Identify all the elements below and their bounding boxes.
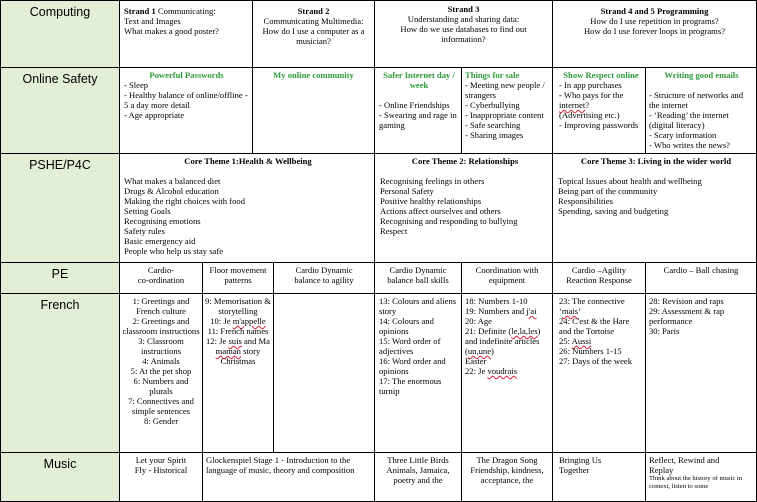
computing-strand-2 xyxy=(253,1,374,67)
computing-strand-3 xyxy=(375,1,552,67)
grid-line xyxy=(0,153,757,154)
topic-title: Writing good emails xyxy=(664,70,739,80)
grid-line xyxy=(0,0,757,1)
music-cell-6 xyxy=(553,453,645,501)
grid-line xyxy=(0,293,757,294)
pe-cell-3 xyxy=(274,263,374,293)
pe-activity: Cardio Dynamic balance ball skills xyxy=(387,265,449,285)
row-header-computing xyxy=(1,1,119,67)
row-header-pe xyxy=(1,263,119,293)
pe-activity: Coordination with equipment xyxy=(475,265,539,285)
french-lessons: 28: Revision and raps 29: Assessment & rap performance 30: Paris xyxy=(649,296,725,336)
topic-title: Things for sale xyxy=(465,70,520,80)
row-header-pshe xyxy=(1,154,119,262)
grid-line xyxy=(252,0,253,154)
theme-body: Recognising feelings in others Personal Safety Positive healthy relationships Actions affect ourselves and others Recognising and responding to bullying Respect xyxy=(380,176,518,236)
grid-line xyxy=(0,452,757,453)
pe-activity: Cardio – Ball chasing xyxy=(663,265,739,275)
french-cell-7 xyxy=(646,294,756,452)
pe-cell-7 xyxy=(646,263,756,293)
music-unit: Three Little Birds Animals, Jamaica, poetry and the xyxy=(386,455,450,485)
row-label: PSHE/P4C xyxy=(29,158,91,172)
grid-line xyxy=(645,67,646,154)
row-header-online-safety xyxy=(1,68,119,153)
online-safety-safer-internet-day xyxy=(375,68,461,153)
music-cell-2 xyxy=(203,453,374,501)
spelling-mark: voudrais xyxy=(487,366,518,376)
strand-title: Strand 1 xyxy=(124,6,156,16)
grid-line xyxy=(119,0,120,502)
spelling-mark: Aussi xyxy=(571,336,592,346)
pe-cell-6 xyxy=(553,263,645,293)
strand-title: Strand 2 xyxy=(297,6,330,16)
music-cell-5 xyxy=(462,453,552,501)
french-lessons: 9: Memorisation & storytelling 10: Je m'appelle 11: French names 12: Je suis and Ma maman story Christmas xyxy=(205,296,271,366)
row-label: French xyxy=(40,298,80,312)
pe-activity: Floor movement patterns xyxy=(209,265,267,285)
topic-body: - In app purchases - Who pays for the internet? (Advertising etc.) - Improving passwords xyxy=(559,80,639,130)
french-cell-6 xyxy=(553,294,645,452)
online-safety-writing-good-emails xyxy=(646,68,756,153)
strand-body: How do I use repetition in programs? How do I use forever loops in programs? xyxy=(583,16,726,36)
pe-activity: Cardio –Agility Reaction Response xyxy=(566,265,632,285)
french-cell-2 xyxy=(203,294,273,452)
music-cell-1 xyxy=(120,453,202,501)
pshe-core-theme-3 xyxy=(553,154,756,262)
topic-title: My online community xyxy=(273,70,354,80)
spelling-mark: maman xyxy=(215,346,241,356)
pe-activity: Cardio- co-ordination xyxy=(137,265,185,285)
topic-body: - Structure of networks and the internet - ‘Reading’ the internet (digital literacy) - Scary information - Who writes the news? xyxy=(649,90,744,150)
computing-strand-1 xyxy=(120,1,252,67)
theme-title: Core Theme 2: Relationships xyxy=(411,156,519,166)
topic-title: Safer Internet day / week xyxy=(383,70,455,90)
music-unit: Glockenspiel Stage 1 - Introduction to the language of music, theory and composition xyxy=(206,455,355,475)
french-cell-1 xyxy=(120,294,202,452)
strand-body: Understanding and sharing data: How do we use databases to find out information? xyxy=(400,14,527,44)
french-cell-3 xyxy=(274,294,374,452)
music-note: Think about the history of music in context, listen to some xyxy=(649,475,743,490)
online-safety-things-for-sale xyxy=(462,68,552,153)
grid-line xyxy=(0,0,1,502)
spelling-mark: un,une xyxy=(467,346,492,356)
theme-body: What makes a balanced diet Drugs & Alcohol education Making the right choices with food Setting Goals Recognising emotions Safety rules Basic emergency aid People who help us stay safe xyxy=(124,176,246,256)
grid-line xyxy=(461,67,462,154)
pshe-core-theme-2 xyxy=(375,154,552,262)
topic-body: - Sleep - Healthy balance of online/offline - 5 a day more detail - Age appropriate xyxy=(124,80,248,120)
spelling-mark: internet xyxy=(559,100,586,110)
grid-line xyxy=(645,262,646,502)
french-lessons: 1: Greetings and French culture 2: Greetings and classroom instructions 3: Classroom instructions 4: Animals 5: At the pet shop 6: Numbers and plurals 7: Connectives and simple sentences 8: Gender xyxy=(122,296,200,426)
spelling-mark: m'appelle xyxy=(232,316,266,326)
grid-line xyxy=(202,262,203,502)
strand-title: Strand 4 and 5 Programming xyxy=(600,6,709,16)
grid-line xyxy=(461,262,462,502)
theme-body: Topical Issues about health and wellbeing Being part of the community Responsibilities Spending, saving and budgeting xyxy=(558,176,702,216)
spelling-mark: suis xyxy=(228,336,242,346)
french-lessons: 23: The connective ‘mais’ 24: C'est & the Hare and the Tortoise 25: Aussi 26: Numbers 1-15 27: Days of the week xyxy=(559,296,633,366)
french-lessons: 18: Numbers 1-10 19: Numbers and j'ai 20: Age 21: Definite (le,la,les) and indefinite articles (un,une) Easter 22: Je voudrais xyxy=(465,296,541,376)
pe-activity: Cardio Dynamic balance to agility xyxy=(294,265,354,285)
row-label: Music xyxy=(43,457,77,471)
row-label: Online Safety xyxy=(22,72,98,86)
grid-line xyxy=(552,0,553,502)
topic-body: - Meeting new people / strangers - Cyberbullying - Inappropriate content - Safe searching - Sharing images xyxy=(465,80,545,140)
topic-title: Show Respect online xyxy=(563,70,639,80)
grid-line xyxy=(273,262,274,453)
theme-title: Core Theme 3: Living in the wider world xyxy=(580,156,732,166)
pe-cell-1 xyxy=(120,263,202,293)
grid-line xyxy=(0,67,757,68)
music-unit: The Dragon Song Friendship, kindness, acceptance, the xyxy=(470,455,544,485)
music-unit: Let your Spirit Fly - Historical xyxy=(134,455,188,475)
french-cell-5 xyxy=(462,294,552,452)
spelling-mark: j'ai xyxy=(526,306,537,316)
theme-title: Core Theme 1:Health & Wellbeing xyxy=(184,156,312,166)
french-cell-4 xyxy=(375,294,461,452)
spelling-mark: le,la,les xyxy=(511,326,538,336)
strand-title: Strand 3 xyxy=(447,4,480,14)
music-unit: Bringing Us Together xyxy=(559,455,602,475)
topic-body: - Online Friendships - Swearing and rage in gaming xyxy=(379,100,457,130)
grid-line xyxy=(374,0,375,502)
online-safety-show-respect-online xyxy=(553,68,645,153)
row-label: Computing xyxy=(29,5,91,19)
music-cell-7 xyxy=(646,453,756,501)
grid-line xyxy=(0,262,757,263)
music-unit: Reflect, Rewind and Replay xyxy=(649,455,720,475)
pe-cell-4 xyxy=(375,263,461,293)
strand-subtitle: Communicating: xyxy=(155,6,216,16)
spelling-mark: mais xyxy=(561,306,579,316)
strand-body: Communicating Multimedia: How do I use a computer as a musician? xyxy=(262,16,365,46)
online-safety-my-online-community xyxy=(253,68,374,153)
pe-cell-2 xyxy=(203,263,273,293)
pe-cell-5 xyxy=(462,263,552,293)
row-header-music xyxy=(1,453,119,501)
strand-body: Text and Images What makes a good poster? xyxy=(124,16,219,36)
row-header-french xyxy=(1,294,119,452)
pshe-core-theme-1 xyxy=(120,154,374,262)
online-safety-powerful-passwords xyxy=(120,68,252,153)
computing-strand-4-5 xyxy=(553,1,756,67)
french-lessons: 13: Colours and aliens story 14: Colours and opinions 15: Word order of adjectives 16: Word order and opinions 17: The enormous turnip xyxy=(379,296,457,396)
row-label: PE xyxy=(51,267,69,281)
topic-title: Powerful Passwords xyxy=(149,70,224,80)
music-cell-4 xyxy=(375,453,461,501)
